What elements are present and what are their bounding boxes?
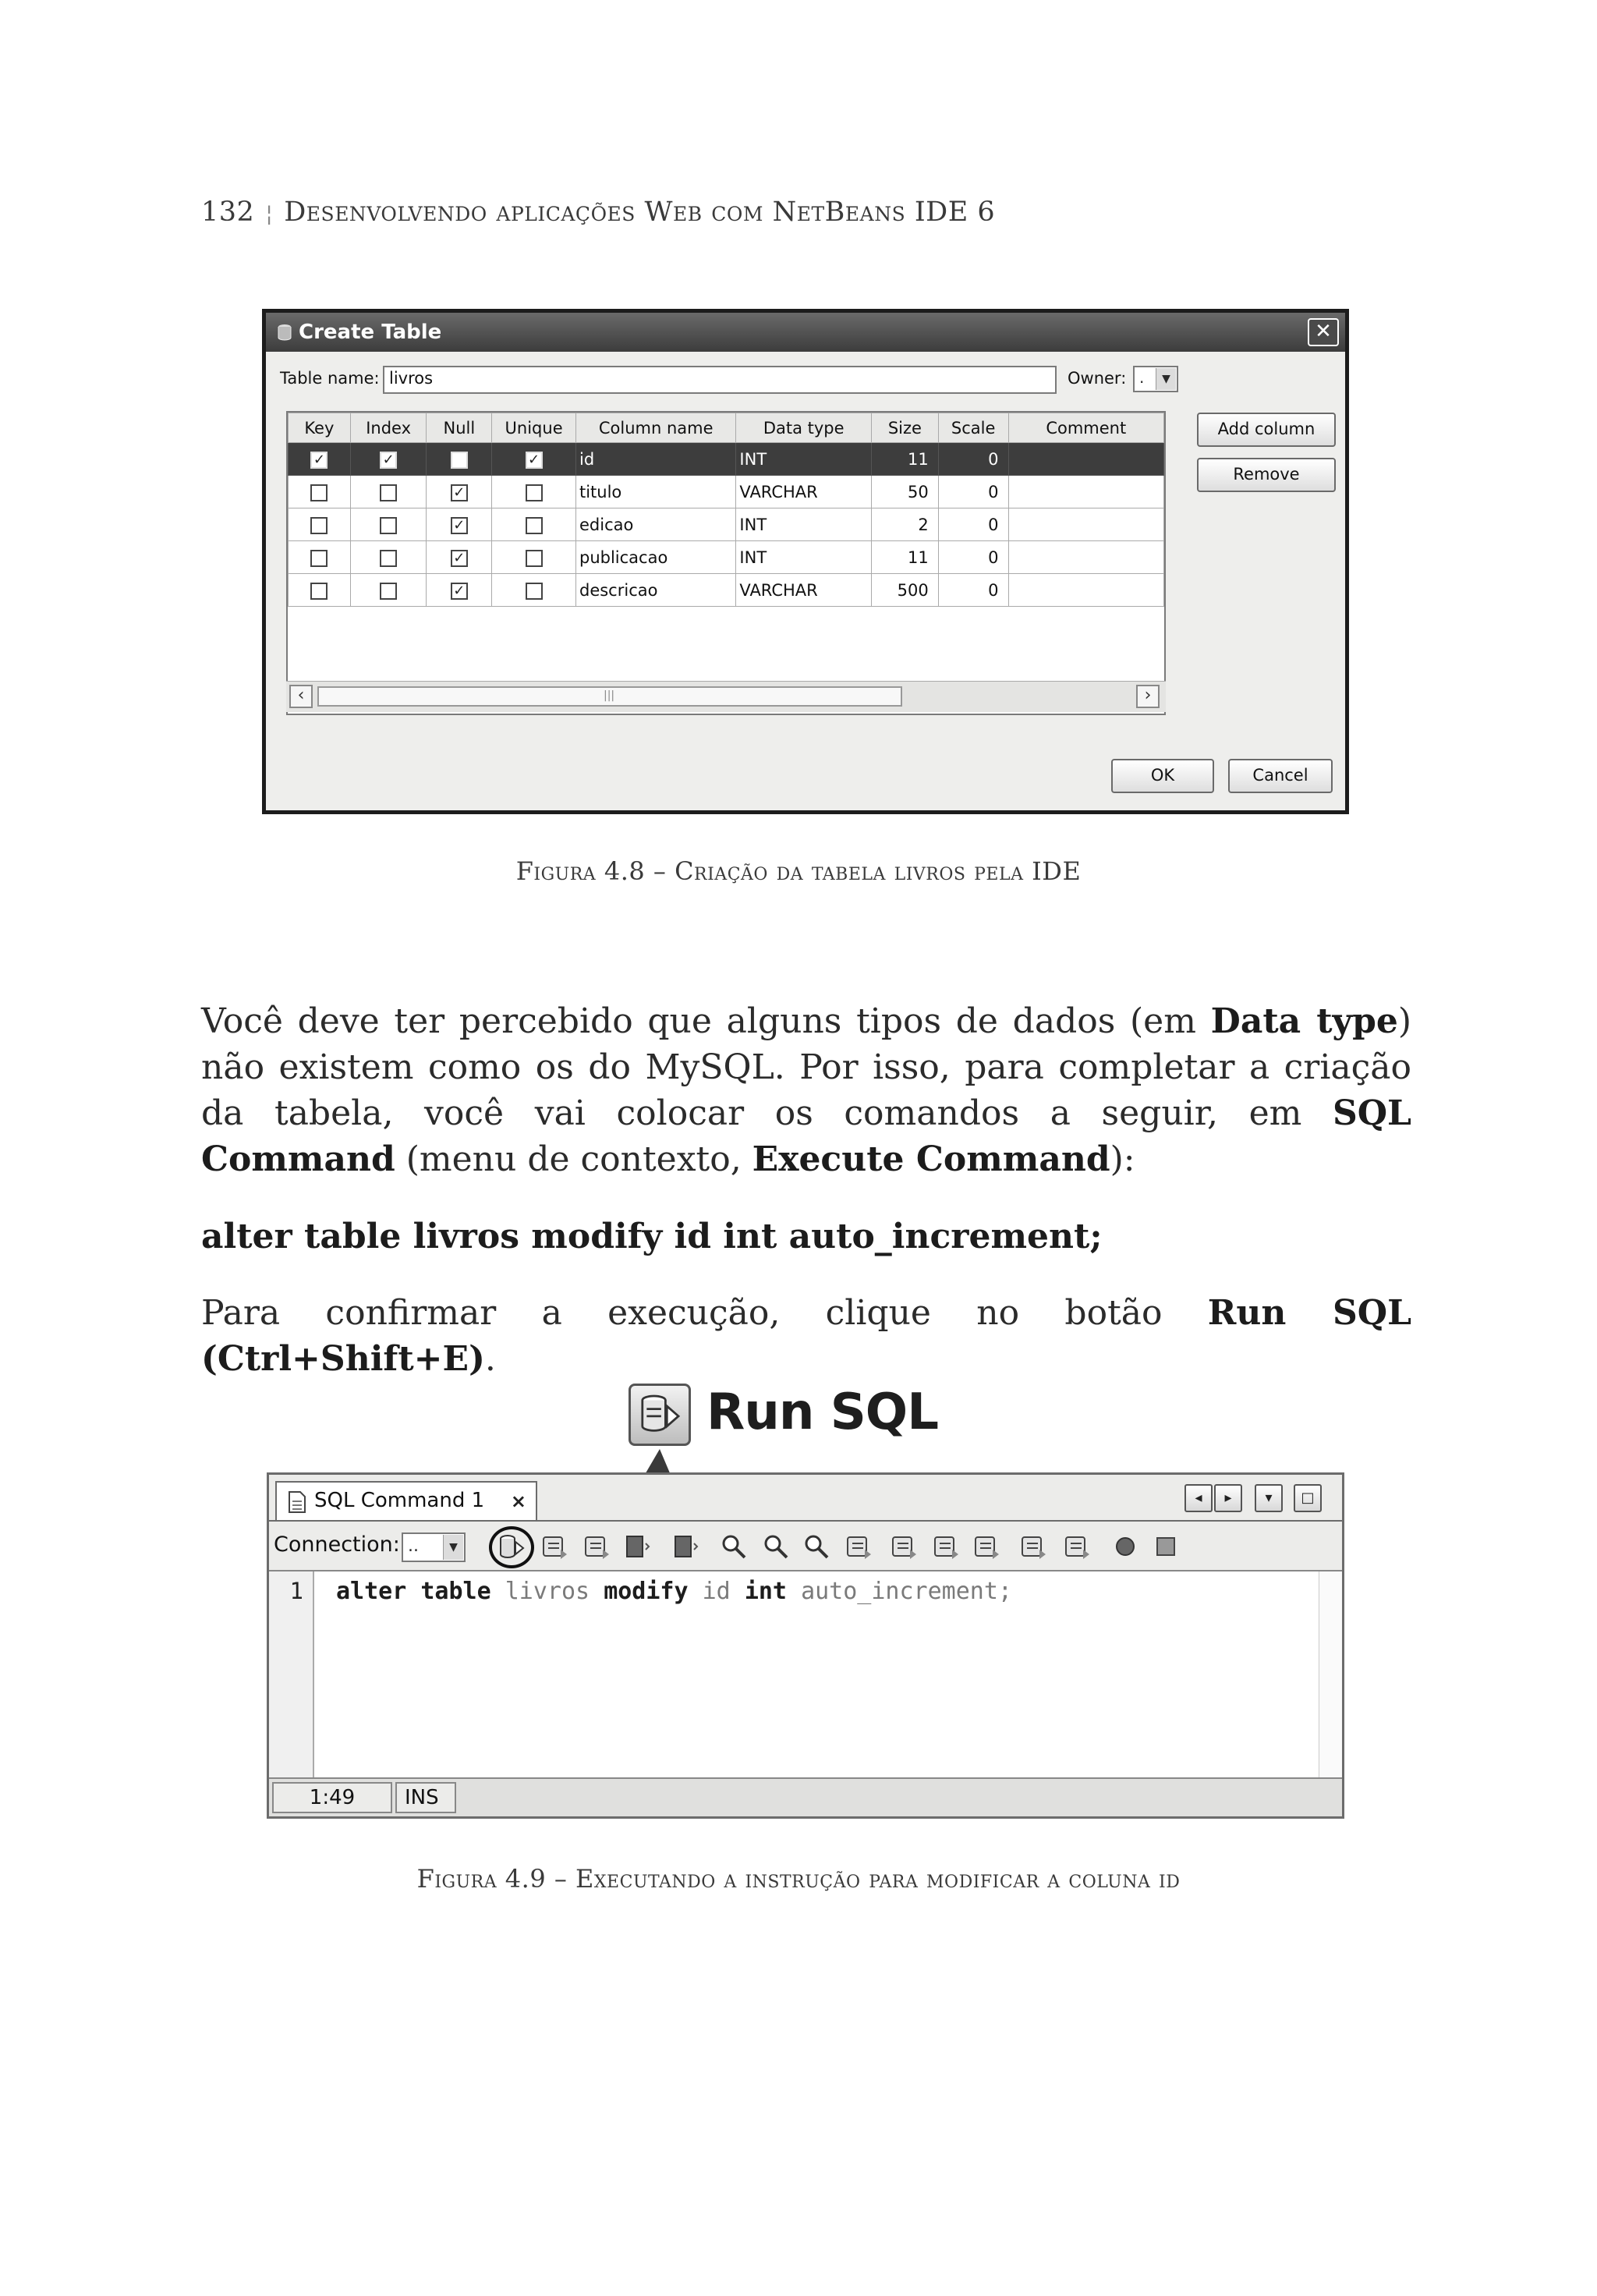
- size-cell[interactable]: 2: [871, 508, 938, 541]
- index-cell: [350, 443, 427, 476]
- code-keyword: int: [744, 1578, 787, 1605]
- cancel-button[interactable]: Cancel: [1228, 759, 1333, 793]
- column-name-cell[interactable]: edicao: [575, 508, 735, 541]
- run-sql-highlight-circle: [489, 1526, 534, 1568]
- column-name-cell[interactable]: titulo: [575, 476, 735, 508]
- connection-select[interactable]: [402, 1532, 466, 1562]
- close-button[interactable]: ✕: [1308, 318, 1339, 346]
- null-cell: [427, 476, 492, 508]
- para-bold: Execute Command: [752, 1139, 1110, 1179]
- size-cell[interactable]: 11: [871, 443, 938, 476]
- create-table-dialog: [262, 309, 1349, 814]
- scale-cell[interactable]: 0: [938, 508, 1008, 541]
- code-keyword: table: [420, 1578, 491, 1605]
- shift-right-icon[interactable]: [930, 1531, 961, 1562]
- connection-value: ..: [408, 1536, 419, 1556]
- col-header-data-type[interactable]: Data type: [736, 413, 872, 443]
- shift-left-icon[interactable]: [888, 1531, 919, 1562]
- find-icon[interactable]: [718, 1531, 749, 1562]
- scroll-tabs-left-icon[interactable]: ◂: [1184, 1484, 1213, 1512]
- running-title: Desenvolvendo aplicações Web com NetBeans IDE 6: [284, 197, 996, 228]
- code-keyword: alter: [336, 1578, 407, 1605]
- unique-cell: [492, 541, 576, 574]
- table-name-label: Table name:: [280, 369, 380, 388]
- col-header-key[interactable]: Key: [289, 413, 351, 443]
- null-checkbox[interactable]: ✓: [451, 517, 468, 534]
- tab-close-icon[interactable]: ×: [510, 1490, 526, 1512]
- figure-caption-4-8: Figura 4.8 – Criação da tabela livros pela IDE: [515, 856, 1082, 886]
- para-bold: Data type: [1210, 1001, 1398, 1041]
- code-identifier: livros: [505, 1578, 590, 1605]
- add-column-button[interactable]: Add column: [1197, 413, 1336, 447]
- null-checkbox[interactable]: [451, 452, 468, 469]
- owner-select[interactable]: [1133, 366, 1178, 392]
- col-header-scale[interactable]: Scale: [938, 413, 1008, 443]
- chevron-down-icon[interactable]: ▼: [443, 1535, 463, 1560]
- comment-cell[interactable]: [1008, 541, 1163, 574]
- uncomment-icon[interactable]: [1061, 1531, 1092, 1562]
- col-header-comment[interactable]: Comment: [1008, 413, 1163, 443]
- document-icon: [288, 1490, 306, 1514]
- tab-sql-command-1[interactable]: [275, 1481, 537, 1520]
- para-bold: SQL Command: [201, 1093, 1411, 1179]
- history-icon[interactable]: [581, 1531, 612, 1562]
- table-name-input[interactable]: livros: [383, 366, 1057, 394]
- vertical-scrollbar[interactable]: [1319, 1571, 1342, 1780]
- sql-toolbar: [269, 1520, 1342, 1570]
- key-cell: [289, 508, 351, 541]
- running-header: [201, 197, 995, 228]
- record-macro-icon[interactable]: [1110, 1531, 1141, 1562]
- figure-caption-4-9: Figura 4.9 – Executando a instrução para modificar a coluna id: [416, 1864, 1181, 1894]
- dialog-title: Create Table: [299, 321, 442, 344]
- columns-table: [286, 411, 1166, 715]
- null-cell: [427, 443, 492, 476]
- paragraph-intro: [201, 998, 1411, 1182]
- col-header-index[interactable]: Index: [350, 413, 427, 443]
- scrollbar-thumb[interactable]: [317, 686, 902, 707]
- horizontal-scrollbar[interactable]: [286, 681, 1166, 712]
- replace-icon[interactable]: [971, 1531, 1002, 1562]
- null-cell: [427, 508, 492, 541]
- toggle-highlight-icon[interactable]: [843, 1531, 874, 1562]
- comment-cell[interactable]: [1008, 508, 1163, 541]
- dialog-title-bar[interactable]: [266, 313, 1345, 352]
- index-checkbox[interactable]: ✓: [380, 452, 397, 469]
- para-text: .: [484, 1339, 496, 1379]
- key-cell: [289, 541, 351, 574]
- maximize-icon[interactable]: □: [1294, 1484, 1322, 1512]
- run-statement-icon[interactable]: [539, 1531, 570, 1562]
- table-row[interactable]: [289, 443, 1164, 476]
- null-checkbox[interactable]: ✓: [451, 484, 468, 501]
- table-row[interactable]: [289, 508, 1164, 541]
- code-identifier: auto_increment;: [801, 1578, 1012, 1605]
- unique-checkbox[interactable]: ✓: [526, 452, 543, 469]
- run-sql-label: Run SQL: [706, 1384, 938, 1441]
- col-header-size[interactable]: Size: [871, 413, 938, 443]
- index-cell: [350, 476, 427, 508]
- ok-button[interactable]: OK: [1111, 759, 1214, 793]
- col-header-unique[interactable]: Unique: [492, 413, 576, 443]
- index-checkbox[interactable]: [380, 583, 397, 600]
- data-type-cell[interactable]: VARCHAR: [736, 476, 872, 508]
- key-cell: [289, 443, 351, 476]
- tab-label: SQL Command 1: [314, 1489, 485, 1512]
- code-keyword: modify: [604, 1578, 689, 1605]
- stop-macro-icon[interactable]: [1150, 1531, 1181, 1562]
- para-bold: Run SQL (Ctrl+Shift+E): [201, 1293, 1412, 1379]
- chevron-down-icon[interactable]: ▼: [1156, 368, 1176, 390]
- paragraph-confirm: [201, 1290, 1411, 1382]
- scroll-tabs-right-icon[interactable]: ▸: [1214, 1484, 1242, 1512]
- insert-mode: INS: [395, 1782, 456, 1813]
- scale-cell[interactable]: 0: [938, 574, 1008, 607]
- comment-cell[interactable]: [1008, 476, 1163, 508]
- key-checkbox[interactable]: [310, 550, 328, 567]
- unique-checkbox[interactable]: [526, 550, 543, 567]
- sql-code-line[interactable]: [336, 1578, 1012, 1605]
- page-number: 132: [201, 197, 255, 228]
- line-number-gutter: [269, 1571, 314, 1780]
- comment-cell[interactable]: [1008, 574, 1163, 607]
- run-sql-icon: [629, 1384, 691, 1446]
- unique-cell: [492, 508, 576, 541]
- key-cell: [289, 574, 351, 607]
- key-checkbox[interactable]: [310, 484, 328, 501]
- remove-button[interactable]: Remove: [1197, 458, 1336, 492]
- para-text: Você deve ter percebido que alguns tipos de dados (em: [201, 1001, 1211, 1041]
- database-table-icon: [277, 324, 292, 341]
- unique-checkbox[interactable]: [526, 583, 543, 600]
- bookmark-next-icon[interactable]: [670, 1531, 701, 1562]
- key-checkbox[interactable]: [310, 583, 328, 600]
- connection-label: Connection:: [274, 1532, 400, 1557]
- index-cell: [350, 508, 427, 541]
- key-cell: [289, 476, 351, 508]
- table-row[interactable]: [289, 476, 1164, 508]
- index-cell: [350, 541, 427, 574]
- index-checkbox[interactable]: [380, 550, 397, 567]
- unique-cell: [492, 574, 576, 607]
- para-text: ):: [1110, 1139, 1135, 1179]
- sql-editor[interactable]: [269, 1570, 1342, 1780]
- find-prev-icon[interactable]: [801, 1531, 832, 1562]
- null-cell: [427, 541, 492, 574]
- comment-icon[interactable]: [1018, 1531, 1049, 1562]
- column-name-cell[interactable]: publicacao: [575, 541, 735, 574]
- window-menu-icon[interactable]: ▾: [1255, 1484, 1283, 1512]
- owner-value: .: [1139, 368, 1145, 387]
- col-header-null[interactable]: Null: [427, 413, 492, 443]
- para-text: (menu de contexto,: [395, 1139, 752, 1179]
- unique-checkbox[interactable]: [526, 484, 543, 501]
- table-header-row: [289, 413, 1164, 443]
- scroll-grip: |||: [604, 689, 615, 702]
- index-cell: [350, 574, 427, 607]
- sql-command-line: alter table livros modify id int auto_increment;: [201, 1217, 1103, 1256]
- scroll-left-icon[interactable]: ‹: [289, 685, 313, 708]
- column-name-cell[interactable]: descricao: [575, 574, 735, 607]
- index-checkbox[interactable]: [380, 484, 397, 501]
- key-checkbox[interactable]: ✓: [310, 452, 328, 469]
- line-number: 1: [289, 1578, 303, 1604]
- scale-cell[interactable]: 0: [938, 476, 1008, 508]
- key-checkbox[interactable]: [310, 517, 328, 534]
- data-type-cell[interactable]: INT: [736, 508, 872, 541]
- index-checkbox[interactable]: [380, 517, 397, 534]
- sql-command-window: [267, 1472, 1344, 1819]
- bookmark-icon[interactable]: [621, 1531, 653, 1562]
- para-text: Para confirmar a execução, clique no botão: [201, 1293, 1208, 1333]
- scale-cell[interactable]: 0: [938, 541, 1008, 574]
- data-type-cell[interactable]: VARCHAR: [736, 574, 872, 607]
- unique-checkbox[interactable]: [526, 517, 543, 534]
- unique-cell: [492, 443, 576, 476]
- comment-cell[interactable]: [1008, 443, 1163, 476]
- para-text: ) não existem como os do MySQL. Por isso, para completar a criação da tabela, você vai colocar os comandos a seguir, em: [201, 1001, 1412, 1133]
- col-header-column-name[interactable]: Column name: [575, 413, 735, 443]
- table-row[interactable]: [289, 574, 1164, 607]
- status-bar: [269, 1777, 1342, 1816]
- null-checkbox[interactable]: ✓: [451, 550, 468, 567]
- owner-label: Owner:: [1068, 369, 1127, 388]
- scale-cell[interactable]: 0: [938, 443, 1008, 476]
- size-cell[interactable]: 50: [871, 476, 938, 508]
- unique-cell: [492, 476, 576, 508]
- column-name-cell[interactable]: id: [575, 443, 735, 476]
- data-type-cell[interactable]: INT: [736, 443, 872, 476]
- null-cell: [427, 574, 492, 607]
- data-type-cell[interactable]: INT: [736, 541, 872, 574]
- cursor-position: 1:49: [272, 1782, 392, 1813]
- scroll-right-icon[interactable]: ›: [1136, 685, 1160, 708]
- code-identifier: id: [702, 1578, 731, 1605]
- table-row[interactable]: [289, 541, 1164, 574]
- find-next-icon[interactable]: [760, 1531, 791, 1562]
- size-cell[interactable]: 11: [871, 541, 938, 574]
- header-separator: ¦: [265, 200, 274, 226]
- size-cell[interactable]: 500: [871, 574, 938, 607]
- null-checkbox[interactable]: ✓: [451, 583, 468, 600]
